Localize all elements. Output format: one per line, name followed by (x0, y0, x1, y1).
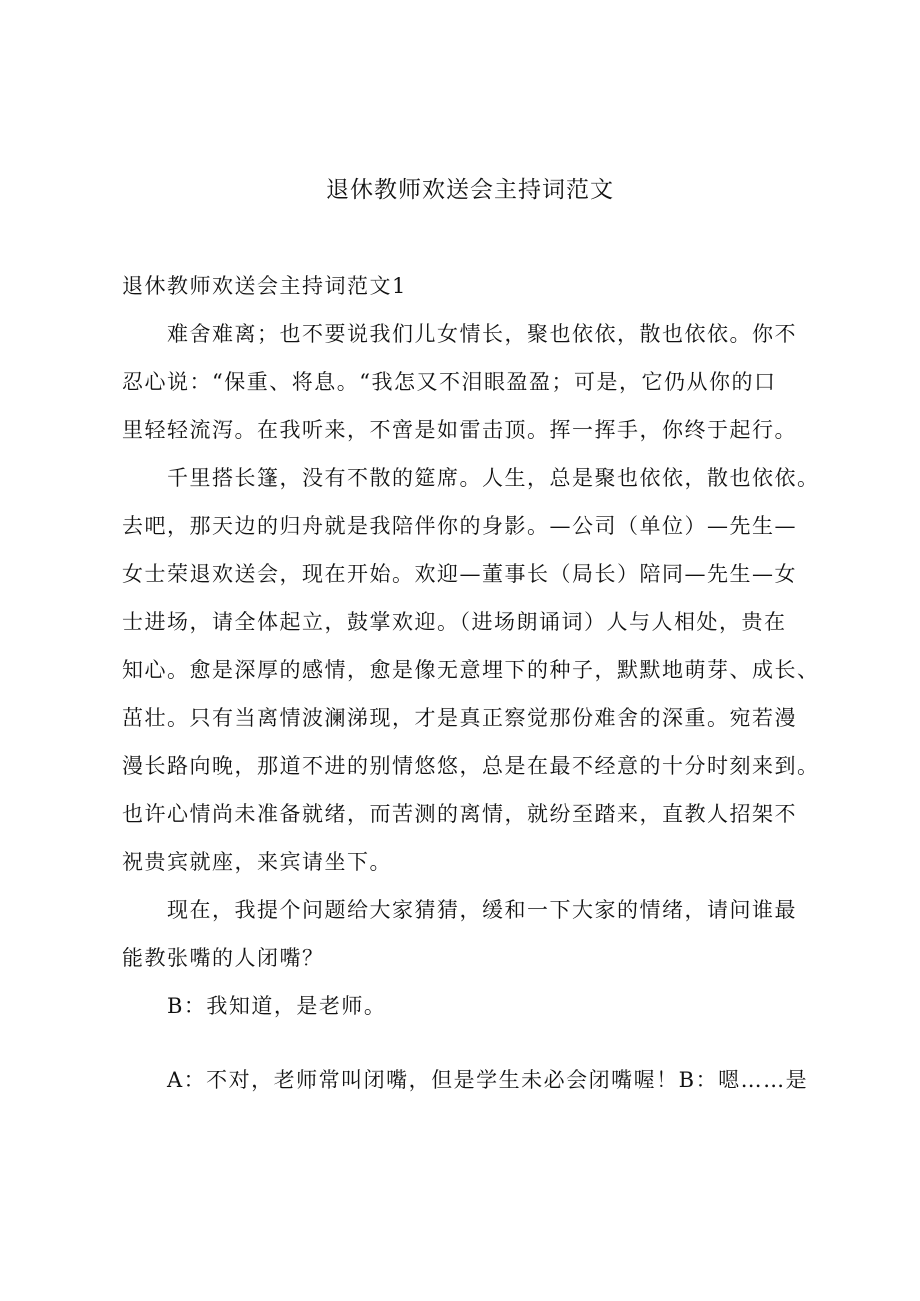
text-line: 里轻轻流泻。在我听来，不啻是如雷击顶。挥一挥手，你终于起行。 (122, 418, 797, 442)
text-line: 难舍难离；也不要说我们儿女情长，聚也依依，散也依依。你不 (167, 322, 797, 346)
text-line: 女士荣退欢送会，现在开始。欢迎—董事长（局长）陪同—先生—女 (122, 562, 797, 586)
text-line: 忍心说：“保重、将息。“我怎又不泪眼盈盈；可是，它仍从你的口 (122, 370, 777, 394)
text-line: 漫长路向晚，那道不进的别情悠悠，总是在最不经意的十分时刻来到。 (122, 754, 820, 778)
text-line: 祝贵宾就座，来宾请坐下。 (122, 850, 392, 874)
text-line: 千里搭长篷，没有不散的筵席。人生，总是聚也依依，散也依依。 (167, 466, 820, 490)
document-title: 退休教师欢送会主持词范文 (326, 177, 614, 203)
text-line: 能教张嘴的人闭嘴？ (122, 946, 325, 970)
text-line: 去吧，那天边的归舟就是我陪伴你的身影。—公司（单位）—先生— (122, 514, 797, 538)
text-line: 茁壮。只有当离情波澜涕现，才是真正察觉那份难舍的深重。宛若漫 (122, 706, 797, 730)
text-line: 知心。愈是深厚的感情，愈是像无意埋下的种子，默默地萌芽、成长、 (122, 658, 820, 682)
text-line: B：我知道，是老师。 (167, 994, 387, 1018)
text-line: 士进场，请全体起立，鼓掌欢迎。（进场朗诵词）人与人相处，贵在 (122, 610, 787, 634)
text-line: 现在，我提个问题给大家猜猜，缓和一下大家的情绪，请问谁最 (167, 898, 797, 922)
text-line: A：不对，老师常叫闭嘴，但是学生未必会闭嘴喔！B：嗯……是 (167, 1068, 809, 1092)
section-heading: 退休教师欢送会主持词范文1 (122, 274, 407, 298)
text-line: 也许心情尚未准备就绪，而苦测的离情，就纷至踏来，直教人招架不 (122, 802, 797, 826)
